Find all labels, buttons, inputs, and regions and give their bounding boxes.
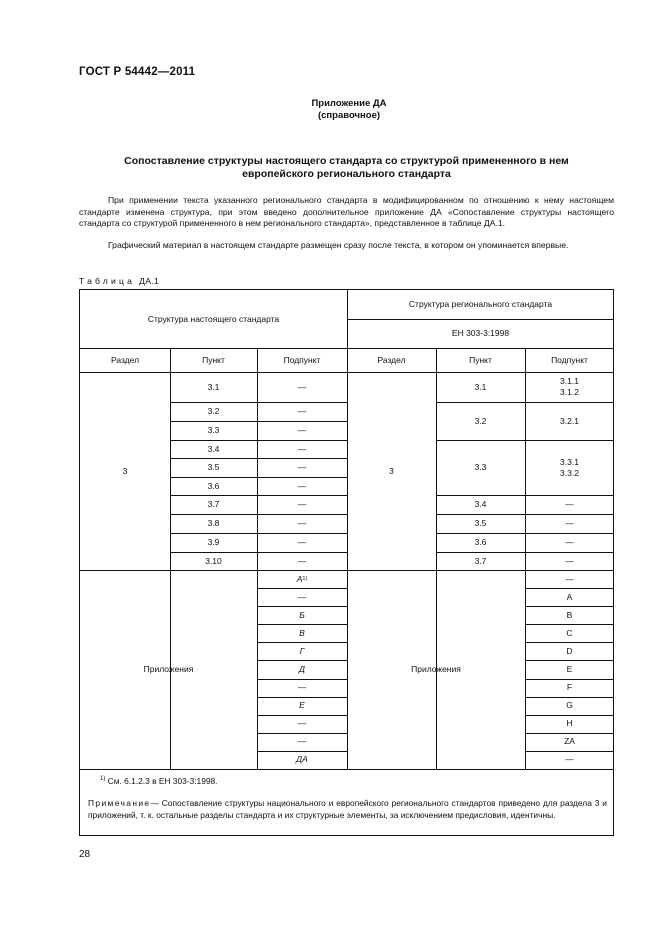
- regional-subpoint-text: —: [565, 499, 574, 509]
- table-note: [88, 798, 607, 821]
- table-rule: [525, 751, 614, 752]
- table-rule: [257, 588, 347, 589]
- table-footnote: [100, 776, 218, 786]
- current-subpoint: [257, 552, 347, 570]
- current-subpoint-text: —: [297, 480, 307, 491]
- appendix-current: [257, 660, 347, 678]
- appendix-regional: [525, 624, 614, 642]
- current-subpoint-text: —: [297, 555, 307, 566]
- header-regional-structure: [347, 290, 614, 319]
- table-rule: [257, 606, 347, 607]
- column-header-text: Подпункт: [551, 354, 588, 365]
- regional-point: [436, 495, 525, 514]
- regional-subpoint: [525, 514, 614, 533]
- current-point: [170, 477, 257, 495]
- appendix-regional-text: —: [565, 573, 574, 584]
- regional-subpoint: [525, 402, 614, 440]
- appendix-regional-text: В: [566, 609, 573, 620]
- appendix-current: [257, 733, 347, 751]
- appendix-regional-text: G: [566, 700, 573, 711]
- regional-subpoint-text: —: [565, 555, 574, 566]
- appendix-title-line2: европейского регионального стандарта: [242, 168, 451, 180]
- table-rule: [525, 679, 614, 680]
- appendix-current: [257, 751, 347, 769]
- current-point-text: 3.8: [207, 518, 220, 528]
- appendix-regional: [525, 660, 614, 678]
- table-rule: [436, 495, 614, 496]
- regional-point-text: 3.3: [474, 462, 487, 472]
- column-header: [80, 348, 170, 372]
- appendix-current: [257, 570, 347, 588]
- table-rule: [170, 533, 347, 534]
- table-rule: [347, 319, 614, 320]
- appendix-kind: (справочное): [317, 110, 381, 121]
- table-rule: [257, 660, 347, 661]
- current-subpoint: [257, 477, 347, 495]
- current-point: [170, 372, 257, 402]
- note-label: Примечание: [88, 798, 151, 808]
- appendix-regional-text: ZA: [564, 736, 575, 747]
- regional-subpoint-text: —: [565, 537, 574, 547]
- appendix-regional-label-text: Приложения: [411, 664, 461, 674]
- column-header-text: Пункт: [469, 354, 492, 365]
- appendix-regional: [525, 642, 614, 660]
- appendix-regional: [525, 751, 614, 769]
- column-header-text: Раздел: [110, 354, 140, 365]
- regional-point: [436, 533, 525, 552]
- current-subpoint: [257, 440, 347, 458]
- table-rule: [525, 588, 614, 589]
- current-subpoint: [257, 421, 347, 440]
- regional-point: [436, 440, 525, 495]
- appendix-current-text: Б: [299, 609, 305, 620]
- appendix-title: [79, 155, 614, 181]
- table-rule: [170, 477, 347, 478]
- appendix-regional-text: H: [566, 718, 573, 729]
- current-point: [170, 495, 257, 514]
- comparison-table: [79, 289, 614, 836]
- table-rule: [257, 751, 347, 752]
- current-subpoint: [257, 372, 347, 402]
- appendix-regional-text: F: [566, 682, 573, 693]
- table-rule: [170, 552, 347, 553]
- regional-point-text: 3.6: [474, 537, 487, 547]
- table-rule: [257, 715, 347, 716]
- paragraph-structure-change: При применении текста указанного регионального стандарта в модифицированном по отношению к нему настоящем стандарте изменена структура, при этом введено дополнительное приложение ДА «Сопоставление структуры настоящего стандарта со структурой примененного в нем регионального стандарта», представленное в таблице ДА.1.: [79, 195, 614, 229]
- appendix-current-text: Е: [299, 700, 305, 711]
- regional-point-text: 3.5: [474, 518, 487, 528]
- regional-subpoint-text: 3.2.1: [560, 415, 579, 426]
- column-header-text: Раздел: [377, 354, 406, 365]
- table-rule: [347, 290, 348, 348]
- appendix-current-text: Д: [299, 663, 305, 674]
- table-rule: [525, 697, 614, 698]
- table-caption-label: Таблица: [79, 276, 136, 286]
- regional-point: [436, 552, 525, 570]
- regional-subpoint: [525, 533, 614, 552]
- current-subpoint-text: —: [297, 518, 307, 528]
- regional-point: [436, 372, 525, 402]
- appendix-regional: [525, 733, 614, 751]
- appendix-title-line1: Сопоставление структуры настоящего стандарта со структурой примененного в нем: [124, 155, 569, 167]
- table-rule: [436, 440, 614, 441]
- appendix-current: [257, 715, 347, 733]
- current-subpoint: [257, 458, 347, 477]
- appendix-current: [257, 588, 347, 606]
- regional-subpoint-text: 3.3.1 3.3.2: [560, 456, 579, 478]
- appendix-current-text: ДА: [296, 754, 308, 765]
- current-subpoint-text: —: [297, 462, 307, 472]
- header-current-structure-text: Структура настоящего стандарта: [147, 313, 280, 324]
- regional-subpoint: [525, 440, 614, 495]
- current-subpoint-text: —: [297, 406, 307, 416]
- appendix-regional-text: С: [566, 627, 573, 638]
- table-rule: [170, 440, 347, 441]
- appendix-current: [257, 642, 347, 660]
- table-rule: [436, 514, 614, 515]
- appendix-regional: [525, 679, 614, 697]
- appendix-current: [257, 679, 347, 697]
- header-regional-standard-id-text: ЕН 303-3:1998: [451, 328, 510, 338]
- appendix-current-text: В: [299, 627, 305, 638]
- column-header-text: Пункт: [202, 354, 225, 365]
- appendix-regional: [525, 697, 614, 715]
- table-caption-number: ДА.1: [139, 276, 160, 286]
- table-rule: [436, 552, 614, 553]
- table-rule: [257, 679, 347, 680]
- section-current-text: 3: [122, 465, 128, 476]
- current-point-text: 3.1: [207, 381, 220, 392]
- regional-subpoint-text: 3.1.1 3.1.2: [560, 376, 579, 397]
- table-rule: [525, 606, 614, 607]
- column-header: [436, 348, 525, 372]
- current-subpoint: [257, 495, 347, 514]
- appendix-regional: [525, 606, 614, 624]
- regional-point: [436, 402, 525, 440]
- table-rule: [525, 733, 614, 734]
- footnote-text: См. 6.1.2.3 в ЕН 303-3:1998.: [107, 776, 218, 786]
- table-rule: [257, 642, 347, 643]
- regional-subpoint-text: —: [565, 518, 574, 528]
- table-rule: [257, 733, 347, 734]
- column-header: [170, 348, 257, 372]
- appendix-current-text: —: [297, 736, 307, 747]
- current-point-text: 3.5: [207, 462, 220, 472]
- regional-point-text: 3.2: [474, 415, 487, 426]
- current-subpoint: [257, 533, 347, 552]
- table-rule: [170, 514, 347, 515]
- appendix-regional-text: D: [566, 645, 573, 656]
- appendix-current: [257, 697, 347, 715]
- current-subpoint-text: —: [297, 537, 307, 547]
- appendix-regional-text: —: [565, 754, 574, 765]
- appendix-regional-text: E: [566, 663, 573, 674]
- column-header: [347, 348, 436, 372]
- current-subpoint: [257, 402, 347, 421]
- column-header: [525, 348, 614, 372]
- section-current: [80, 372, 170, 570]
- regional-point-text: 3.1: [474, 381, 487, 392]
- current-point-text: 3.6: [207, 480, 220, 491]
- current-point-text: 3.7: [207, 499, 220, 509]
- current-point-text: 3.2: [207, 406, 220, 416]
- appendix-footnote-mark: 1): [302, 575, 308, 582]
- current-point-text: 3.4: [207, 443, 220, 454]
- appendix-regional: [525, 588, 614, 606]
- appendix-current-text: —: [297, 718, 307, 729]
- current-point: [170, 421, 257, 440]
- regional-point: [436, 514, 525, 533]
- current-point: [170, 458, 257, 477]
- current-point-text: 3.9: [207, 537, 220, 547]
- appendix-current-text: —: [297, 682, 307, 693]
- current-subpoint: [257, 514, 347, 533]
- table-rule: [170, 495, 347, 496]
- header-regional-standard-id: [347, 319, 614, 348]
- section-regional: [347, 372, 436, 570]
- column-header: [257, 348, 347, 372]
- current-subpoint-text: —: [297, 499, 307, 509]
- table-rule: [525, 624, 614, 625]
- header-regional-structure-text: Структура регионального стандарта: [408, 299, 553, 309]
- current-subpoint-text: —: [297, 425, 307, 435]
- table-rule: [525, 642, 614, 643]
- current-point: [170, 533, 257, 552]
- section-regional-text: 3: [389, 465, 394, 476]
- current-point-text: 3.10: [205, 555, 222, 566]
- table-rule: [257, 624, 347, 625]
- appendix-heading: [0, 98, 661, 122]
- appendix-regional: [525, 570, 614, 588]
- standard-id: ГОСТ Р 54442—2011: [79, 66, 196, 78]
- current-point: [170, 552, 257, 570]
- regional-subpoint: [525, 372, 614, 402]
- current-point: [170, 402, 257, 421]
- table-rule: [257, 697, 347, 698]
- appendix-current-label: [80, 570, 257, 769]
- table-caption: [79, 276, 159, 286]
- table-rule: [80, 769, 614, 770]
- current-point-text: 3.3: [207, 425, 220, 435]
- appendix-current: [257, 624, 347, 642]
- footnote-mark: 1): [100, 776, 106, 783]
- header-current-structure: [80, 290, 347, 348]
- note-text: — Сопоставление структуры национального и европейского регионального стандартов приведено для раздела 3 и приложений, т. к. остальные разделы стандарта и их структурные элементы, за исключением предисловия, идентичны.: [88, 798, 607, 820]
- appendix-current-text: А: [296, 573, 303, 584]
- regional-point-text: 3.7: [474, 555, 487, 566]
- paragraph-graphics: Графический материал в настоящем стандарте размещен сразу после текста, в котором он упоминается впервые.: [108, 240, 569, 250]
- regional-subpoint: [525, 495, 614, 514]
- appendix-current-label-text: Приложения: [143, 664, 194, 674]
- appendix-regional: [525, 715, 614, 733]
- appendix-current-text: Г: [299, 645, 305, 656]
- current-point: [170, 514, 257, 533]
- table-rule: [436, 533, 614, 534]
- current-subpoint-text: —: [297, 443, 307, 454]
- regional-point-text: 3.4: [474, 499, 487, 509]
- appendix-name: Приложение ДА: [311, 98, 387, 109]
- current-point: [170, 440, 257, 458]
- current-subpoint-text: —: [297, 381, 307, 392]
- table-rule: [170, 421, 347, 422]
- appendix-regional-text: А: [566, 591, 573, 602]
- table-rule: [525, 715, 614, 716]
- table-rule: [436, 402, 614, 403]
- column-header-text: Подпункт: [283, 354, 321, 365]
- table-rule: [170, 402, 347, 403]
- table-rule: [170, 458, 347, 459]
- appendix-current-text: —: [297, 591, 307, 602]
- regional-subpoint: [525, 552, 614, 570]
- page-number: 28: [79, 849, 91, 860]
- appendix-current: [257, 606, 347, 624]
- appendix-regional-label: [347, 570, 525, 769]
- table-rule: [525, 660, 614, 661]
